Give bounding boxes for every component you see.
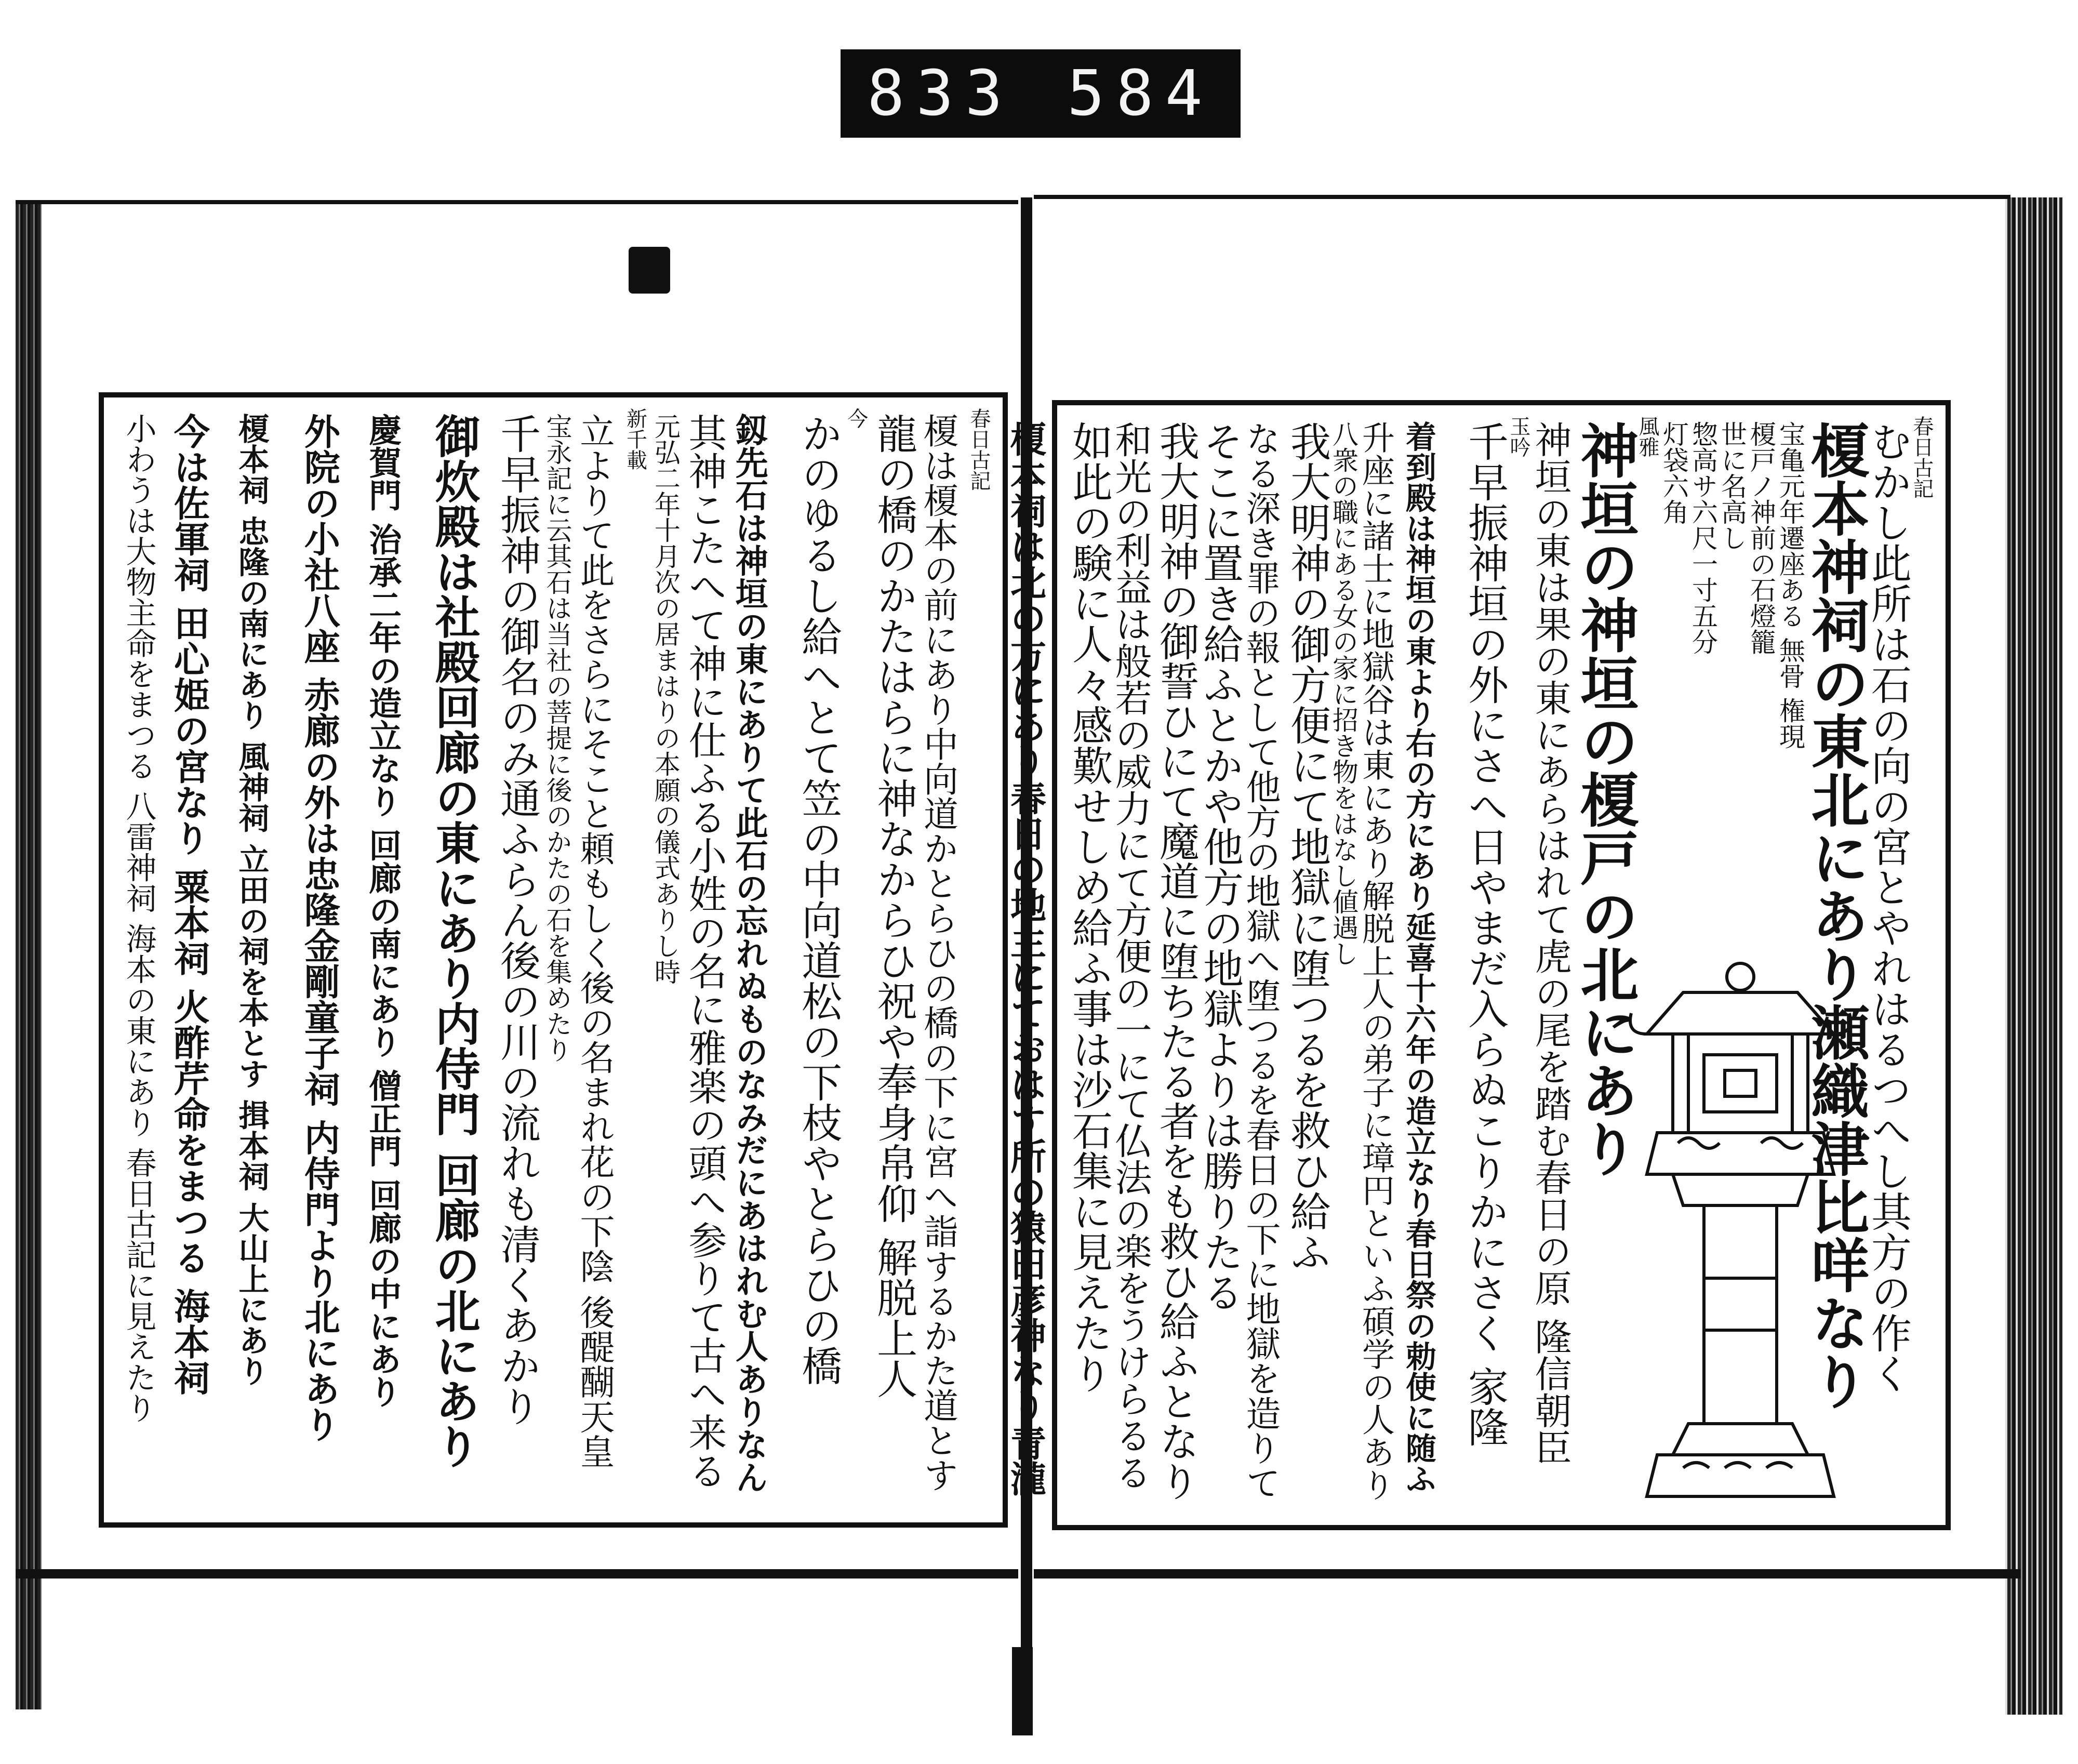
left-page-frame bbox=[99, 392, 1008, 1528]
text-column-19: そこに置き給ふとかや他方の地獄よりは勝りたる bbox=[1196, 421, 1243, 1312]
text-column-16: 榎本祠 忠隆の南にあり 風神祠 立田の祠を本とす 揖本祠 大山上にあり bbox=[233, 413, 270, 1386]
text-column-1: 春日古記 bbox=[1910, 416, 1934, 499]
text-column-10: 立よりて此をさらにそこと頼もしく後の名まれ花の下陰 後醍醐天皇 bbox=[575, 413, 615, 1469]
text-column-4: 宝亀元年遷座ある 無骨 権現 bbox=[1775, 421, 1805, 749]
text-column-13: 御炊殿は社殿回廊の東にあり内侍門 回廊の北にあり bbox=[427, 413, 481, 1469]
book-edge-left bbox=[16, 203, 42, 1709]
book-edge-right bbox=[2005, 197, 2062, 1715]
text-column-12: 玉吟 bbox=[1507, 416, 1530, 457]
text-column-1: 春日古記 bbox=[967, 408, 991, 491]
text-column-2: むかし此所は石の向の宮とやれはるつへし其方の作く bbox=[1864, 421, 1911, 1394]
text-column-10: 神垣の神垣の榎戸の北にあり bbox=[1571, 421, 1639, 1177]
catalog-number-left: 833 bbox=[867, 57, 1014, 130]
text-column-11: 神垣の東は果の東にあらはれて虎の尾を踏む春日の原 隆信朝臣 bbox=[1529, 421, 1572, 1466]
text-column-6: 世に名高し bbox=[1717, 421, 1747, 551]
text-column-4: 今 bbox=[844, 408, 868, 429]
text-column-5: 榎戸ノ神前の石燈籠 bbox=[1746, 421, 1776, 655]
text-column-8: 元弘二年十月次の居まはりの本願の儀式ありし時 bbox=[650, 413, 681, 985]
text-column-7: 其神こたへて神に仕ふる小姓の名に雅楽の頭へ参りて古へ来る bbox=[682, 413, 727, 1490]
text-column-17: 我大明神の御方便にて地獄に堕つるを救ひ給ふ bbox=[1284, 421, 1330, 1272]
text-column-23: 榎本祠は北の方にあり春日の地主にておはす所の猿田彦神なり青瀧 bbox=[1004, 421, 1046, 1496]
stone-lantern-illustration bbox=[1626, 956, 1855, 1507]
text-column-18: なる深き罪の報として他方の地獄へ堕つるを春日の下に地獄を造りて bbox=[1241, 421, 1281, 1500]
text-column-22: 如此の験に人々感歎せしめ給ふ事は沙石集に見えたり bbox=[1065, 421, 1112, 1394]
text-column-20: 我大明神の御誓ひにて魔道に堕ちたる者をも救ひ給ふとなり bbox=[1153, 421, 1199, 1501]
right-page-frame bbox=[1004, 400, 1951, 1530]
text-column-18: 小わうは大物主命をまつる 八雷神祠 海本の東にあり 春日古記に見えたり bbox=[121, 413, 157, 1424]
text-column-14: 慶賀門 治承二年の造立なり 回廊の南にあり 僧正門 回廊の中にあり bbox=[364, 413, 403, 1408]
text-column-3: 榎本神祠の東北にあり瀬織津比咩なり bbox=[1802, 421, 1870, 1410]
text-column-14: 着到殿は神垣の東より右の方にあり延喜十六年の造立なり春日祭の勅使に随ふ bbox=[1401, 421, 1436, 1494]
page-top-border-right bbox=[1034, 195, 2010, 199]
catalog-number-right: 584 bbox=[1067, 57, 1214, 130]
text-column-15: 升座に諸士に地獄谷は東にあり解脱上人の弟子に璋円といふ碩学の人あり bbox=[1357, 421, 1395, 1501]
text-column-9: 風雅 bbox=[1635, 416, 1659, 457]
text-column-11: 宝永記に云其石は当社の菩提に後のかたの石を集めたり bbox=[542, 413, 572, 1063]
text-column-2: 榎は榎本の前にあり中向道かとらひの橋の下に宮へ詣するかた道とす bbox=[918, 413, 959, 1492]
text-column-7: 惣高サ六尺一寸五分 bbox=[1688, 421, 1718, 655]
catalog-number-label bbox=[841, 49, 1241, 138]
text-column-13: 千早振神垣の外にさへ日やまだ入らぬこりかにさく 家隆 bbox=[1461, 421, 1508, 1447]
gutter-mark bbox=[1012, 1647, 1033, 1735]
page-top-border-left bbox=[16, 200, 1018, 204]
text-column-9: 新千載 bbox=[623, 408, 647, 470]
text-column-15: 外院の小社八座 赤廊の外は忠隆金剛童子祠 内侍門より北にあり bbox=[298, 413, 340, 1442]
page-bottom-border-right bbox=[1034, 1569, 2021, 1579]
text-column-21: 和光の利益は般若の威力にて方便の一にて仏法の楽をうけらるる bbox=[1109, 421, 1152, 1491]
page-ink-mark bbox=[629, 247, 670, 294]
text-column-12: 千早振神の御名のみ通ふらん後の川の流れも清くあかり bbox=[494, 413, 541, 1426]
text-column-16: 八衆の職にある女の家に招き物をはなし値遇し bbox=[1328, 421, 1358, 966]
text-column-8: 灯袋六角 bbox=[1659, 421, 1689, 525]
text-column-6: 釼先石は神垣の東にありて此石の忘れぬものなみだにあはれむ人ありなん bbox=[730, 413, 769, 1493]
text-column-3: 龍の橋のかたはらに神なからひ祝や奉身帛仰 解脱上人 bbox=[870, 413, 917, 1399]
text-column-5: かのゆるし給へとて笠の中向道松の下枝やとらひの橋 bbox=[795, 413, 842, 1386]
page-bottom-border-left bbox=[16, 1569, 1018, 1579]
text-column-17: 今は佐軍祠 田心姫の宮なり 粟本祠 火酢芹命をまつる 海本祠 bbox=[167, 413, 210, 1396]
